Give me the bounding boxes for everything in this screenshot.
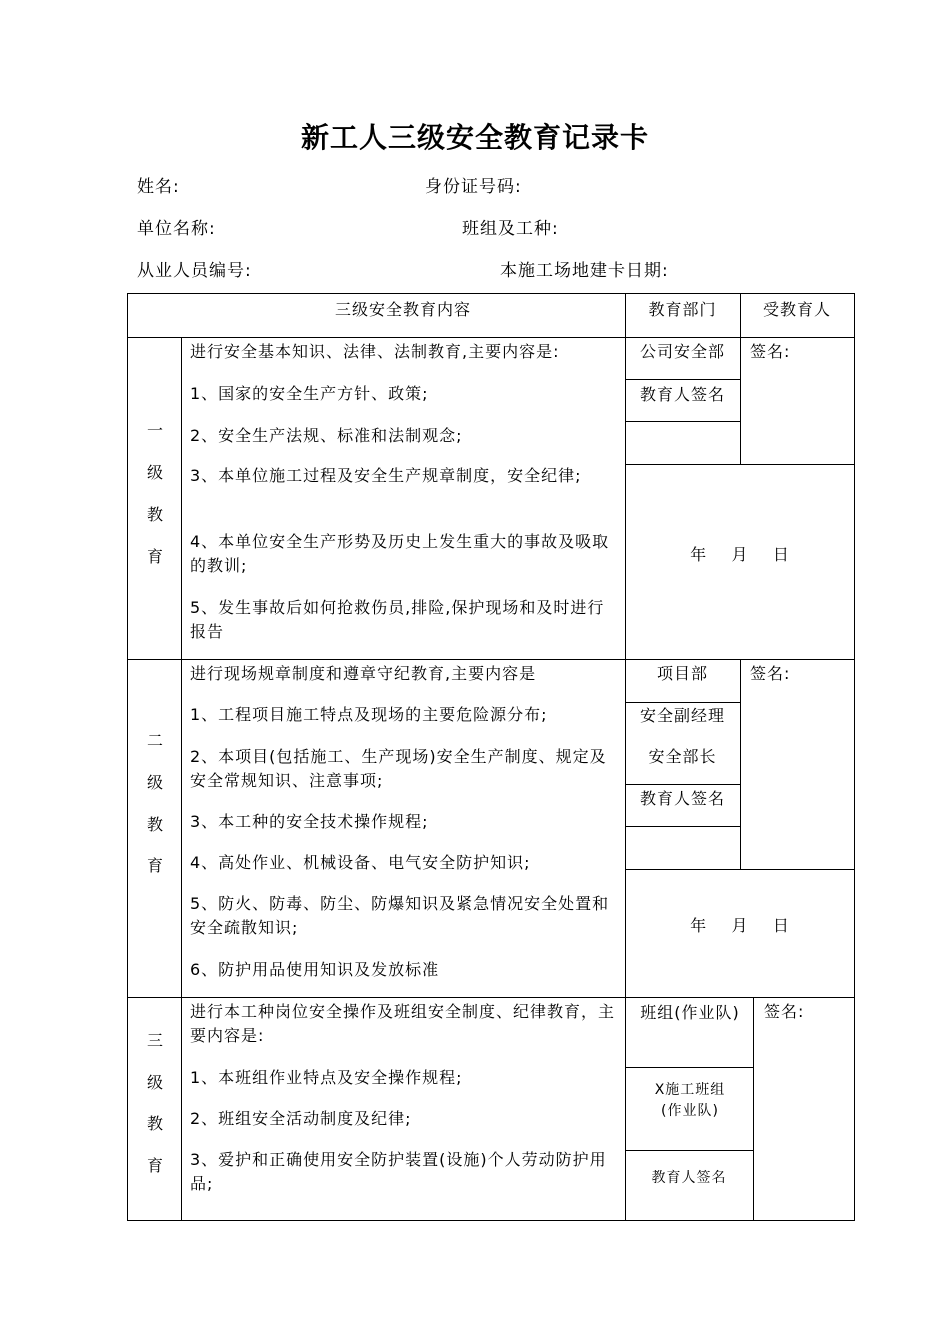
level1-item-4: 4、本单位安全生产形势及历史上发生重大的事故及吸取的教训; [190,532,610,575]
level3-label-4: 育 [146,1156,163,1175]
level2-label-4: 育 [146,856,163,875]
level2-item-3: 3、本工种的安全技术操作规程; [190,812,429,831]
level2-item-1: 1、工程项目施工特点及现场的主要危险源分布; [190,705,548,724]
level1-item-1: 1、国家的安全生产方针、政策; [190,384,429,403]
name-label: 姓名: [137,177,180,197]
level3-item-1: 1、本班组作业特点及安全操作规程; [190,1068,463,1087]
level2-item-0: 进行现场规章制度和遵章守纪教育,主要内容是 [190,664,537,683]
level3-educator-sign: 教育人签名 [651,1170,727,1186]
level2-safety-head: 安全部长 [648,747,717,766]
level3-item-2: 2、班组安全活动制度及纪律; [190,1109,412,1128]
level3-team: X施工班组(作业队) [654,1082,726,1119]
level1-label-4: 育 [146,547,163,566]
level3-item-0: 进行本工种岗位安全操作及班组安全制度、纪律教育，主要内容是: [190,1002,616,1045]
page-title: 新工人三级安全教育记录卡 [300,121,649,154]
level2-label-1: 二 [146,731,163,750]
level2-deputy-manager: 安全副经理 [639,706,725,725]
header-content: 三级安全教育内容 [334,300,471,319]
level2-label-2: 级 [146,773,163,792]
level1-dept: 公司安全部 [639,342,725,361]
level2-item-4: 4、高处作业、机械设备、电气安全防护知识; [190,853,531,872]
level1-label-1: 一 [146,421,163,440]
level2-educator-sign: 教育人签名 [639,789,725,808]
level1-trainee-sign: 签名: [750,342,791,361]
level2-item-6: 6、防护用品使用知识及发放标准 [190,960,440,979]
level1-item-2: 2、安全生产法规、标准和法制观念; [190,426,463,445]
employee-no-label: 从业人员编号: [137,261,252,281]
level1-item-5: 5、发生事故后如何抢救伤员,排险,保护现场和及时进行报告 [190,598,605,641]
level2-item-2: 2、本项目(包括施工、生产现场)安全生产制度、规定及安全常规知识、注意事项; [190,747,607,790]
level1-educator-sign: 教育人签名 [639,385,725,404]
team-trade-label: 班组及工种: [462,219,559,239]
level3-label-1: 三 [146,1031,163,1050]
level1-item-3: 3、本单位施工过程及安全生产规章制度，安全纪律; [190,466,582,485]
unit-name-label: 单位名称: [137,219,216,239]
level3-item-3: 3、爱护和正确使用安全防护装置(设施)个人劳动防护用品; [190,1150,607,1193]
card-date-label: 本施工场地建卡日期: [500,261,669,281]
level3-dept: 班组(作业队) [640,1003,740,1022]
id-number-label: 身份证号码: [425,177,522,197]
level2-dept: 项目部 [656,664,708,683]
level2-label-3: 教 [146,815,163,834]
level1-item-0: 进行安全基本知识、法律、法制教育,主要内容是: [190,342,560,361]
header-trainee: 受教育人 [762,300,831,319]
level2-date: 年 月 日 [690,916,790,935]
level2-trainee-sign: 签名: [750,664,791,683]
level2-item-5: 5、防火、防毒、防尘、防爆知识及紧急情况安全处置和安全疏散知识; [190,894,610,937]
level3-label-2: 级 [146,1073,163,1092]
level3-trainee-sign: 签名: [764,1002,805,1021]
level1-date: 年 月 日 [690,545,790,564]
level1-label-3: 教 [146,505,163,524]
header-department: 教育部门 [648,300,717,319]
level3-label-3: 教 [146,1114,163,1133]
level1-label-2: 级 [146,463,163,482]
